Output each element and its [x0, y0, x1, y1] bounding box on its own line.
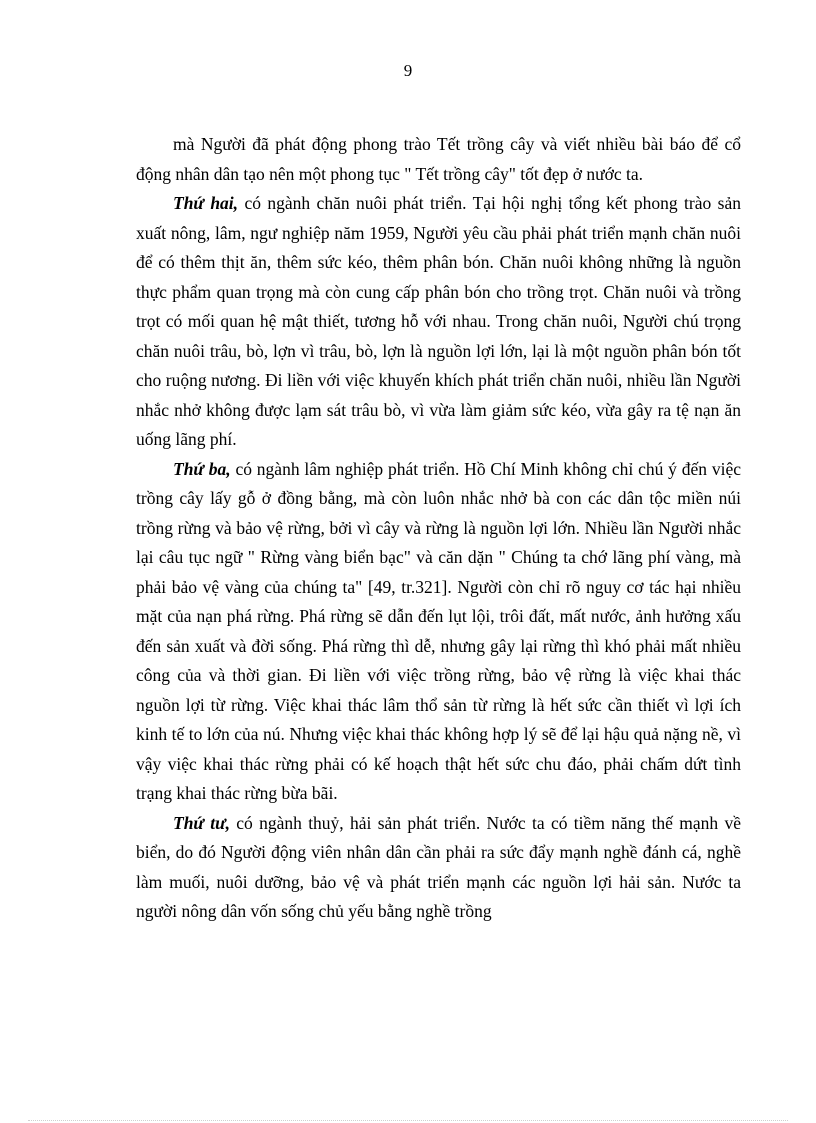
- paragraph-text: có ngành thuỷ, hải sản phát triển. Nước ta có tiềm năng thế mạnh về biển, do đó Người động viên nhân dân cần phải ra sức đẩy mạnh nghề đánh cá, nghề làm muối, nuôi dưỡng, bảo vệ và phát triển mạnh các nguồn lợi hải sản. Nước ta người nông dân vốn sống chủ yếu bằng nghề trồng: [136, 812, 741, 921]
- paragraph-lead: Thứ tư,: [173, 812, 230, 833]
- paragraph-thu-tu: [136, 809, 741, 927]
- paragraph-lead: Thứ ba,: [173, 458, 231, 479]
- paragraph-text: có ngành chăn nuôi phát triển. Tại hội nghị tổng kết phong trào sản xuất nông, lâm, ngư nghiệp năm 1959, Người yêu cầu phải phát triển mạnh chăn nuôi để có thêm thịt ăn, thêm sức kéo, thêm phân bón. Chăn nuôi không những là nguồn thực phẩm quan trọng mà còn cung cấp phân bón cho trồng trọt. Chăn nuôi và trồng trọt có mối quan hệ mật thiết, tương hỗ với nhau. Trong chăn nuôi, Người chú trọng chăn nuôi trâu, bò, lợn vì trâu, bò, lợn là nguồn lợi lớn, lại là một nguồn phân bón tốt cho ruộng nương. Đi liền với việc khuyến khích phát triển chăn nuôi, nhiều lần Người nhắc nhở không được lạm sát trâu bò, vì vừa làm giảm sức kéo, vừa gây ra tệ nạn ăn uống lãng phí.: [136, 193, 741, 449]
- paragraph-continuation: [136, 130, 741, 189]
- page-number: 9: [403, 61, 413, 80]
- page-bottom-rule: [28, 1120, 788, 1121]
- paragraph-thu-hai: [136, 189, 741, 455]
- paragraph-thu-ba: [136, 455, 741, 809]
- page-body: [136, 130, 741, 927]
- paragraph-lead: Thứ hai,: [173, 193, 239, 213]
- paragraph-text: có ngành lâm nghiệp phát triển. Hồ Chí Minh không chỉ chú ý đến việc trồng cây lấy gỗ ở đồng bằng, mà còn luôn nhắc nhở bà con các dân tộc miền núi trồng rừng và bảo vệ rừng, bởi vì cây và rừng là nguồn lợi lớn. Nhiều lần Người nhắc lại câu tục ngữ " Rừng vàng biển bạc" và căn dặn " Chúng ta chớ lãng phí vàng, mà phải bảo vệ vàng của chúng ta" [49, tr.321]. Người còn chỉ rõ nguy cơ tác hại nhiều mặt của nạn phá rừng. Phá rừng sẽ dẫn đến lụt lội, trôi đất, mất nước, ảnh hưởng xấu đến sản xuất và đời sống. Phá rừng thì dễ, nhưng gây lại rừng thì khó phải mất nhiều công của và thời gian. Đi liền với việc trồng rừng, bảo vệ rừng là việc khai thác nguồn lợi từ rừng. Việc khai thác lâm thổ sản từ rừng là hết sức cần thiết vì lợi ích kinh tế to lớn của nú. Nhưng việc khai thác không hợp lý sẽ để lại hậu quả nặng nề, vì vậy việc khai thác rừng phải có kế hoạch thật hết sức chu đáo, phải chấm dứt tình trạng khai thác rừng bừa bãi.: [136, 458, 741, 803]
- paragraph-text: mà Người đã phát động phong trào Tết trồng cây và viết nhiều bài báo để cổ động nhân dân tạo nên một phong tục " Tết trồng cây" tốt đẹp ở nước ta.: [136, 134, 741, 184]
